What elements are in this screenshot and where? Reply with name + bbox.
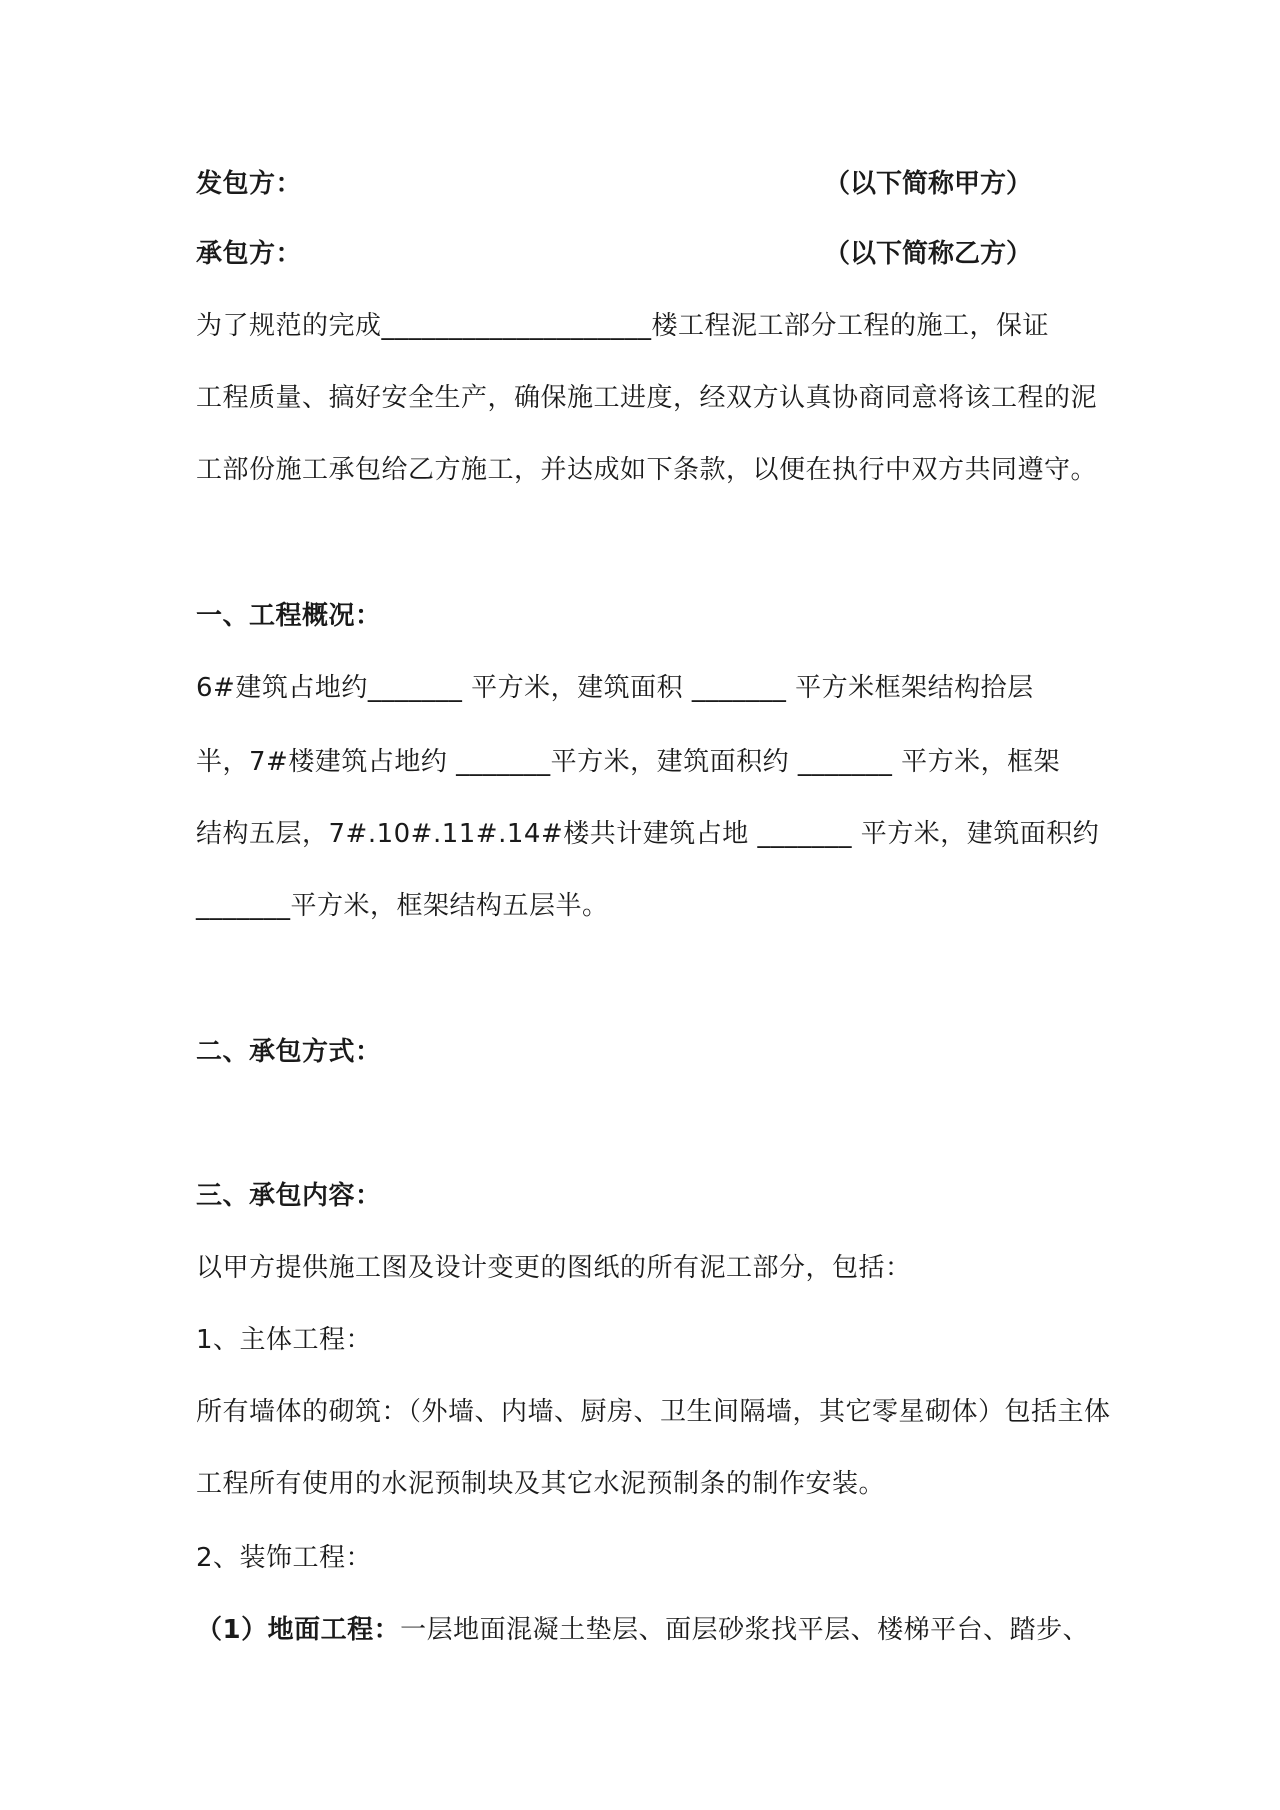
floor-item-text: 一层地面混凝土垫层、面层砂浆找平层、楼梯平台、踏步、 (400, 1615, 1090, 1645)
section-3-line-1: 以甲方提供施工图及设计变更的图纸的所有泥工部分，包括： (196, 1253, 912, 1283)
party-a-note: （以下简称甲方） (824, 169, 1033, 199)
intro-line-3: 工部份施工承包给乙方施工，并达成如下条款，以便在执行中双方共同遵守。 (196, 455, 1098, 485)
section-1-line-4: _______平方米，框架结构五层半。 (196, 891, 609, 921)
section-1-heading: 一、工程概况： (196, 601, 382, 631)
section-3-line-5: 2、装饰工程： (196, 1543, 373, 1573)
section-2-heading: 二、承包方式： (196, 1037, 382, 1067)
party-b-note: （以下简称乙方） (824, 239, 1033, 269)
section-3-line-2: 1、主体工程： (196, 1325, 373, 1355)
section-3-line-3: 所有墙体的砌筑：（外墙、内墙、厨房、卫生间隔墙，其它零星砌体）包括主体 (196, 1397, 1111, 1427)
section-1-line-3: 结构五层，7#.10#.11#.14#楼共计建筑占地 _______ 平方米，建筑面积约 (196, 819, 1100, 849)
section-3-heading: 三、承包内容： (196, 1181, 382, 1211)
floor-item-label: （1）地面工程： (196, 1615, 401, 1645)
section-1-line-2: 半，7#楼建筑占地约 _______平方米，建筑面积约 _______ 平方米，框架 (196, 747, 1061, 777)
section-3-line-4: 工程所有使用的水泥预制块及其它水泥预制条的制作安装。 (196, 1469, 886, 1499)
party-b-label: 承包方： (196, 239, 303, 269)
floor-item (196, 1612, 1096, 1648)
intro-line-2: 工程质量、搞好安全生产，确保施工进度，经双方认真协商同意将该工程的泥 (196, 383, 1098, 413)
section-1-line-1: 6#建筑占地约_______ 平方米，建筑面积 _______ 平方米框架结构拾层 (196, 673, 1034, 703)
intro-line-1: 为了规范的完成____________________楼工程泥工部分工程的施工，保证 (196, 311, 1050, 341)
party-a-label: 发包方： (196, 169, 303, 199)
